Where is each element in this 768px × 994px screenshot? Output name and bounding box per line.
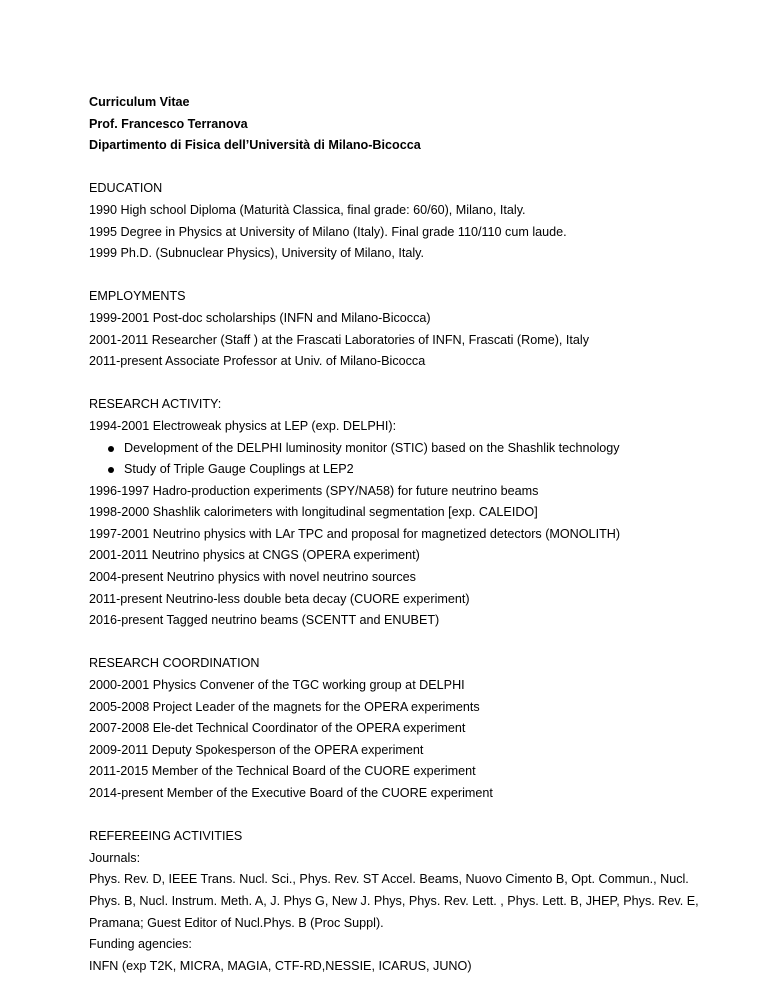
research-item: 2011-present Neutrino-less double beta decay (CUORE experiment) xyxy=(89,591,470,606)
spacer xyxy=(89,632,709,654)
bullet-text: Study of Triple Gauge Couplings at LEP2 xyxy=(124,462,354,477)
coordination-item: 2007-2008 Ele-det Technical Coordinator of the OPERA experiment xyxy=(89,721,466,736)
research-item: 1994-2001 Electroweak physics at LEP (exp. DELPHI): xyxy=(89,418,397,433)
employment-item: 2001-2011 Researcher (Staff ) at the Frascati Laboratories of INFN, Frascati (Rome), Italy xyxy=(89,332,589,347)
research-item: 1998-2000 Shashlik calorimeters with longitudinal segmentation [exp. CALEIDO] xyxy=(89,505,538,520)
employment-item: 2011-present Associate Professor at Univ. of Milano-Bicocca xyxy=(89,354,426,369)
research-item: 1997-2001 Neutrino physics with LAr TPC and proposal for magnetized detectors (MONOLITH) xyxy=(89,526,621,541)
journals-label: Journals: xyxy=(89,850,141,865)
spacer xyxy=(89,805,709,827)
research-item: 2001-2011 Neutrino physics at CNGS (OPERA experiment) xyxy=(89,548,420,563)
funding-label: Funding agencies: xyxy=(89,937,192,952)
bullet-item xyxy=(89,438,709,460)
education-item: 1990 High school Diploma (Maturità Classica, final grade: 60/60), Milano, Italy. xyxy=(89,202,526,217)
bullet-icon xyxy=(108,467,114,473)
education-item: 1999 Ph.D. (Subnuclear Physics), University of Milano, Italy. xyxy=(89,246,425,261)
research-item: 2004-present Neutrino physics with novel neutrino sources xyxy=(89,570,416,585)
author-name: Prof. Francesco Terranova xyxy=(89,116,248,131)
coordination-item: 2014-present Member of the Executive Board of the CUORE experiment xyxy=(89,786,493,800)
section-heading-research-coordination: RESEARCH COORDINATION xyxy=(89,656,260,671)
bullet-item xyxy=(89,459,709,481)
coordination-item: 2000-2001 Physics Convener of the TGC working group at DELPHI xyxy=(89,678,465,693)
bullet-text: Development of the DELPHI luminosity monitor (STIC) based on the Shashlik technology xyxy=(124,440,620,455)
employment-item: 1999-2001 Post-doc scholarships (INFN and Milano-Bicocca) xyxy=(89,310,431,325)
section-heading-employments: EMPLOYMENTS xyxy=(89,289,186,304)
section-heading-education: EDUCATION xyxy=(89,181,163,196)
affiliation: Dipartimento di Fisica dell’Università di Milano-Bicocca xyxy=(89,138,421,153)
coordination-item: 2011-2015 Member of the Technical Board of the CUORE experiment xyxy=(89,764,476,779)
spacer xyxy=(89,373,709,395)
funding-list: INFN (exp T2K, MICRA, MAGIA, CTF-RD,NESSIE, ICARUS, JUNO) xyxy=(89,958,472,973)
section-heading-refereeing: REFEREEING ACTIVITIES xyxy=(89,829,243,844)
coordination-item: 2005-2008 Project Leader of the magnets for the OPERA experiments xyxy=(89,699,480,714)
education-item: 1995 Degree in Physics at University of Milano (Italy). Final grade 110/110 cum laude. xyxy=(89,224,567,239)
section-heading-research-activity: RESEARCH ACTIVITY: xyxy=(89,397,222,412)
cv-document xyxy=(89,92,709,977)
journals-list: Phys. Rev. D, IEEE Trans. Nucl. Sci., Phys. Rev. ST Accel. Beams, Nuovo Cimento B, Opt. Commun., Nucl. Phys. B, Nucl. Instrum. Meth. A, J. Phys G, New J. Phys, Phys. Rev. Lett. , Phys. Lett. B, JHEP, Phys. Rev. E, Pramana; Guest Editor of Nucl.Phys. B (Proc Suppl). xyxy=(89,872,699,930)
spacer xyxy=(89,265,709,287)
research-item: 1996-1997 Hadro-production experiments (SPY/NA58) for future neutrino beams xyxy=(89,483,539,498)
cv-title: Curriculum Vitae xyxy=(89,95,190,109)
spacer xyxy=(89,157,709,179)
bullet-icon xyxy=(108,446,114,452)
research-item: 2016-present Tagged neutrino beams (SCENTT and ENUBET) xyxy=(89,613,440,628)
coordination-item: 2009-2011 Deputy Spokesperson of the OPERA experiment xyxy=(89,742,424,757)
